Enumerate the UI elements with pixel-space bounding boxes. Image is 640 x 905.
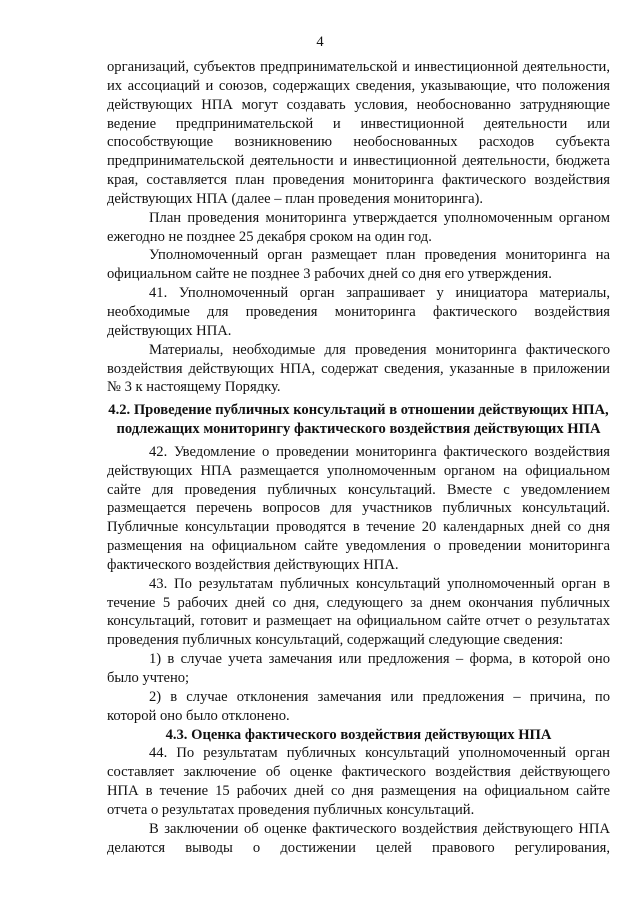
list-item-2: 2) в случае отклонения замечания или предложения – причина, по которой оно было отклонено. xyxy=(107,688,610,724)
section-4-3-title: 4.3. Оценка фактического воздействия действующих НПА xyxy=(165,726,552,743)
paragraph-42: 42. Уведомление о проведении мониторинга фактического воздействия действующих НПА размещается уполномоченным органом на официальном сайте для проведения публичных консультаций. Вместе с уведомлением размещается перечень вопросов для участников публичных консультаций. Публичные консультации проводятся в течение 20 календарных дней со дня размещения на официальном сайте уведомления о проведении мониторинга фактического воздействия действующих НПА. xyxy=(107,443,610,573)
paragraph-plan-approval: План проведения мониторинга утверждается уполномоченным органом ежегодно не позднее 25 декабря сроком на один год. xyxy=(107,209,610,245)
paragraph-41: 41. Уполномоченный орган запрашивает у инициатора материалы, необходимые для проведения мониторинга фактического воздействия действующих НПА. xyxy=(107,285,610,339)
list-item-1: 1) в случае учета замечания или предложения – форма, в которой оно было учтено; xyxy=(107,651,610,686)
section-4-2-title: 4.2. Проведение публичных консультаций в отношении действующих НПА, подлежащих мониторингу фактического воздействия действующих НПА xyxy=(108,402,609,438)
paragraph-conclusion: В заключении об оценке фактического воздействия действующего НПА делаются выводы о достижении целей правового регулирования, xyxy=(107,820,610,856)
paragraph-43: 43. По результатам публичных консультаций уполномоченный орган в течение 5 рабочих дней со дня, следующего за днем окончания публичных консультаций, готовит и размещает на официальном сайте отчет о результатах проведения публичных консультаций, содержащий следующие сведения: xyxy=(107,575,610,649)
page-number: 4 xyxy=(316,34,324,50)
paragraph-materials: Материалы, необходимые для проведения мониторинга фактического воздействия действующих НПА, содержат сведения, указанные в приложении № 3 к настоящему Порядку. xyxy=(107,341,610,396)
paragraph-plan-publication: Уполномоченный орган размещает план проведения мониторинга на официальном сайте не позднее 3 рабочих дней со дня его утверждения. xyxy=(107,247,610,283)
document-body xyxy=(107,58,610,857)
paragraph-continuation: организаций, субъектов предпринимательской и инвестиционной деятельности, их ассоциаций и союзов, содержащих сведения, указывающие, что положения действующих НПА могут создавать условия, необоснованно затрудняющие ведение предпринимательской и инвестиционной деятельности или способствующие возникновению необоснованных расходов субъекта предпринимательской деятельности и инвестиционной деятельности, бюджета края, составляется план проведения мониторинга фактического воздействия действующих НПА (далее – план проведения мониторинга). xyxy=(107,59,610,207)
paragraph-44: 44. По результатам публичных консультаций уполномоченный орган составляет заключение об оценке фактического воздействия действующего НПА в течение 15 рабочих дней со дня размещения на официальном сайте отчета о результатах проведения публичных консультаций. xyxy=(107,745,610,818)
